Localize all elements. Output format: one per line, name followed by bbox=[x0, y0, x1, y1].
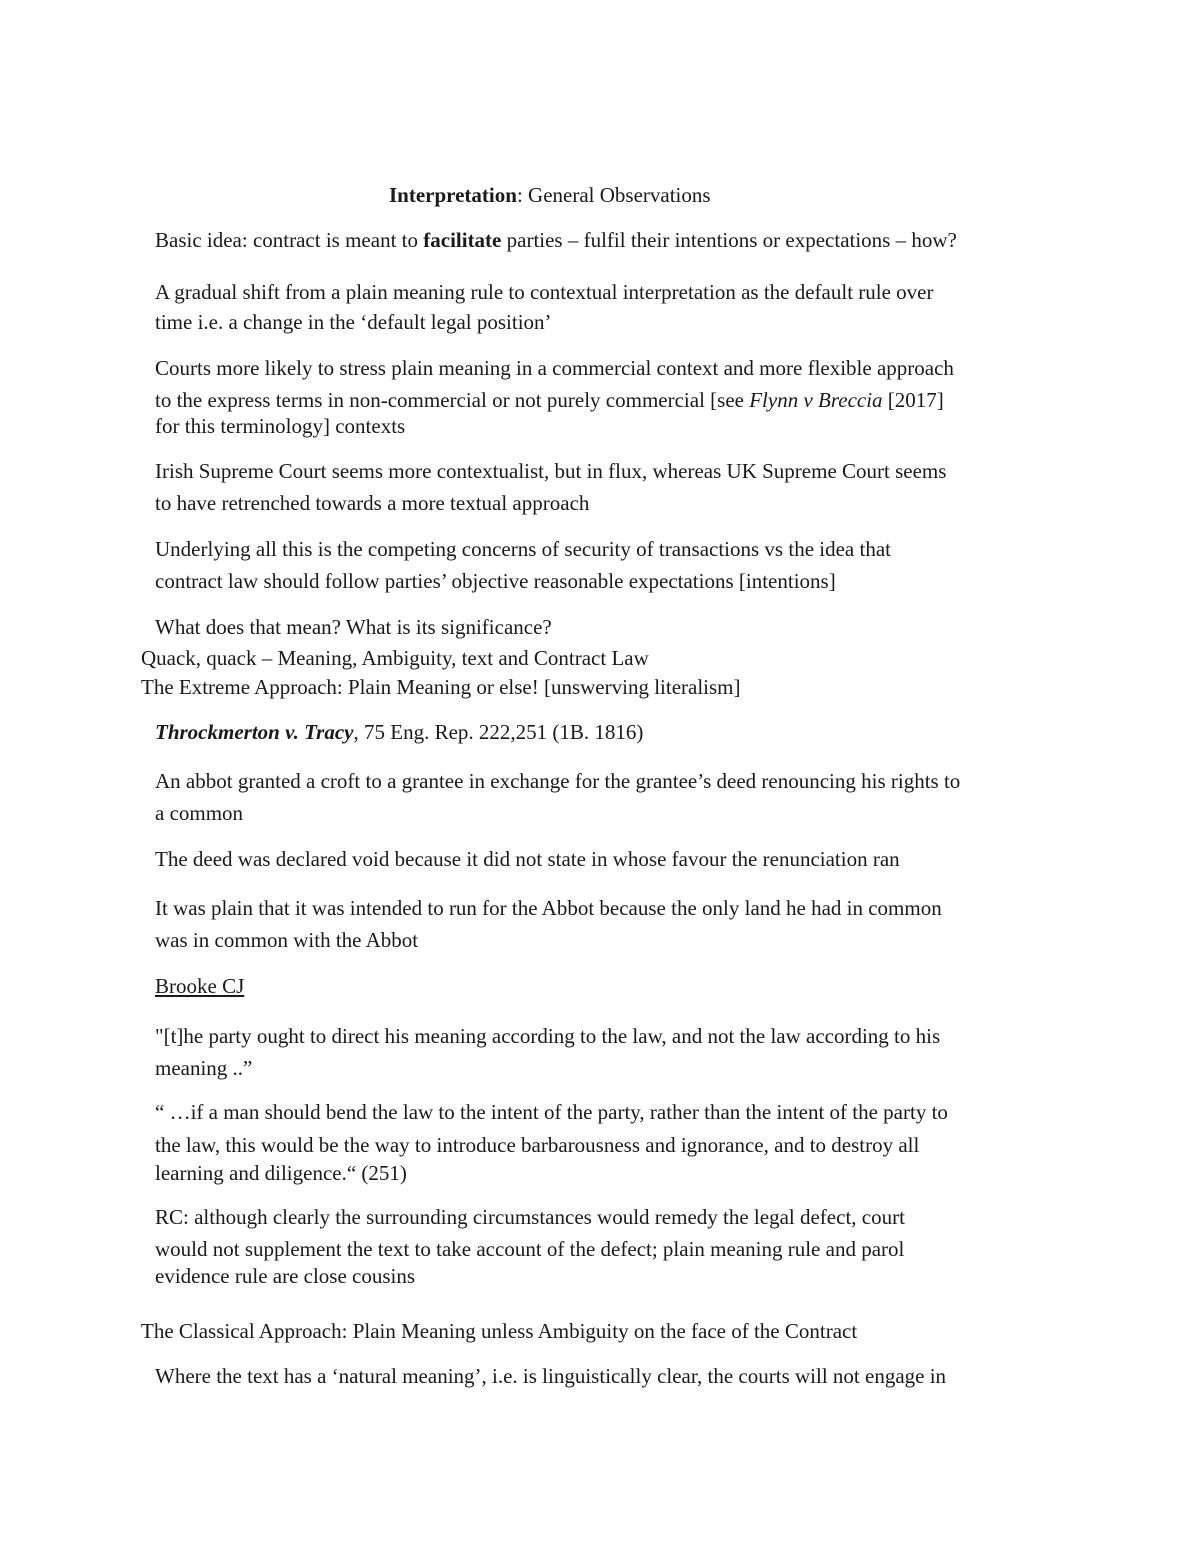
quote-1-line-1: "[t]he party ought to direct his meaning according to the law, and not the law according to his bbox=[155, 1024, 941, 1048]
case-citation: Flynn v Breccia bbox=[749, 388, 883, 412]
text-run: Basic idea: contract is meant to bbox=[155, 228, 424, 252]
quote-2-line-3: learning and diligence.“ (251) bbox=[155, 1161, 407, 1185]
paragraph-underlying-line-1: Underlying all this is the competing concerns of security of transactions vs the idea that bbox=[155, 537, 891, 561]
paragraph-deed-void: The deed was declared void because it did not state in whose favour the renunciation ran bbox=[155, 847, 900, 871]
paragraph-plain-line-1: It was plain that it was intended to run for the Abbot because the only land he had in common bbox=[155, 896, 942, 920]
judge-heading: Brooke CJ bbox=[155, 974, 245, 998]
case-citation: , 75 Eng. Rep. 222,251 (1B. 1816) bbox=[353, 720, 644, 744]
bold-term: facilitate bbox=[423, 228, 502, 252]
paragraph-plain-line-2: was in common with the Abbot bbox=[155, 928, 419, 952]
paragraph-irish-line-2: to have retrenched towards a more textual approach bbox=[155, 491, 590, 515]
paragraph-underlying-line-2: contract law should follow parties’ objective reasonable expectations [intentions] bbox=[155, 569, 836, 593]
document-title bbox=[389, 179, 711, 211]
paragraph-rc-line-2: would not supplement the text to take account of the defect; plain meaning rule and parol bbox=[155, 1237, 905, 1261]
text-run: to the express terms in non-commercial or not purely commercial [see bbox=[155, 388, 750, 412]
title-rest: : General Observations bbox=[516, 183, 711, 207]
title-bold: Interpretation bbox=[389, 183, 517, 207]
case-name: Throckmerton v. Tracy bbox=[155, 720, 354, 744]
paragraph-irish-line-1: Irish Supreme Court seems more contextualist, but in flux, whereas UK Supreme Court seems bbox=[155, 459, 947, 483]
case-heading bbox=[155, 716, 643, 748]
paragraph-abbot-line-2: a common bbox=[155, 801, 244, 825]
paragraph-basic-idea bbox=[155, 224, 957, 256]
paragraph-gradual-shift-line-2: time i.e. a change in the ‘default legal position’ bbox=[155, 310, 552, 334]
paragraph-gradual-shift-line-1: A gradual shift from a plain meaning rule to contextual interpretation as the default rule over bbox=[155, 280, 934, 304]
paragraph-rc-line-3: evidence rule are close cousins bbox=[155, 1264, 416, 1288]
text-run: [2017] bbox=[882, 388, 944, 412]
paragraph-abbot-line-1: An abbot granted a croft to a grantee in exchange for the grantee’s deed renouncing his rights to bbox=[155, 769, 961, 793]
paragraph-courts-line-1: Courts more likely to stress plain meaning in a commercial context and more flexible approach bbox=[155, 356, 954, 380]
paragraph-where-text: Where the text has a ‘natural meaning’, i.e. is linguistically clear, the courts will not engage in bbox=[155, 1364, 947, 1388]
heading-quack: Quack, quack – Meaning, Ambiguity, text and Contract Law bbox=[141, 646, 649, 670]
quote-2-line-1: “ …if a man should bend the law to the intent of the party, rather than the intent of the party to bbox=[155, 1100, 948, 1124]
paragraph-rc-line-1: RC: although clearly the surrounding circumstances would remedy the legal defect, court bbox=[155, 1205, 905, 1229]
text-run: parties – fulfil their intentions or expectations – how? bbox=[501, 228, 957, 252]
quote-1-line-2: meaning ..” bbox=[155, 1056, 253, 1080]
heading-classical-approach: The Classical Approach: Plain Meaning unless Ambiguity on the face of the Contract bbox=[141, 1319, 858, 1343]
paragraph-what-does-that-mean: What does that mean? What is its significance? bbox=[155, 615, 552, 639]
paragraph-courts-line-3: for this terminology] contexts bbox=[155, 414, 406, 438]
quote-2-line-2: the law, this would be the way to introduce barbarousness and ignorance, and to destroy all bbox=[155, 1133, 920, 1157]
heading-extreme-approach: The Extreme Approach: Plain Meaning or else! [unswerving literalism] bbox=[141, 675, 741, 699]
